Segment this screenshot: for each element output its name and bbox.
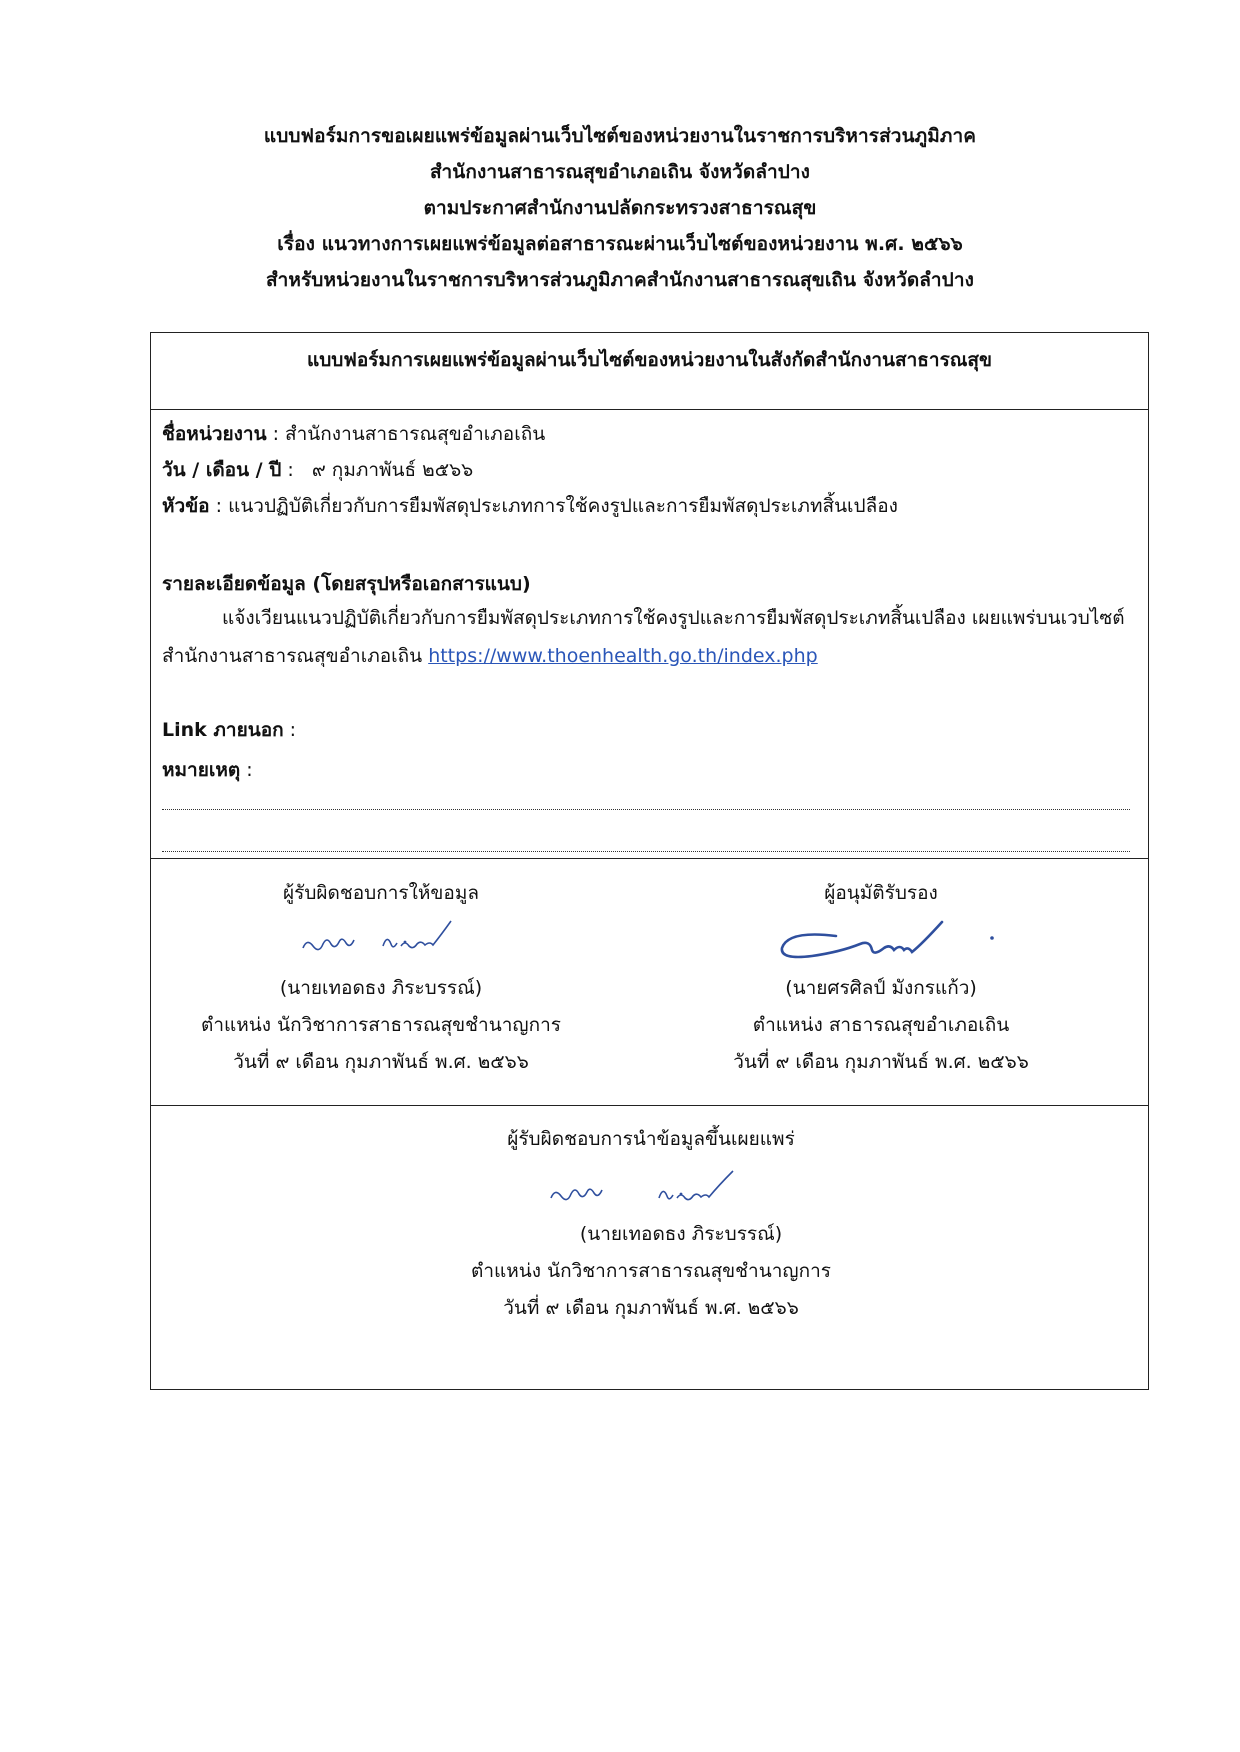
external-link-label: Link ภายนอก — [162, 719, 284, 741]
divider — [151, 409, 1148, 410]
publisher-role: ผู้รับผิดชอบการนำข้อมูลขึ้นเผยแพร่ — [507, 1128, 795, 1150]
header-line-5: สำหรับหน่วยงานในราชการบริหารส่วนภูมิภาคสำนักงานสาธารณสุขเถิน จังหวัดลำปาง — [266, 269, 974, 291]
provider-position: ตำแหน่ง นักวิชาการสาธารณสุขชำนาญการ — [201, 1014, 561, 1036]
provider-role: ผู้รับผิดชอบการให้ขอมูล — [283, 882, 479, 904]
form-title: แบบฟอร์มการเผยแพร่ข้อมูลผ่านเว็บไซต์ของหน่วยงานในสังกัดสำนักงานสาธารณสุข — [307, 349, 992, 371]
publisher-position: ตำแหน่ง นักวิชาการสาธารณสุขชำนาญการ — [471, 1260, 831, 1282]
remark-value: : — [240, 759, 253, 781]
header-line-1: แบบฟอร์มการขอเผยแพร่ข้อมูลผ่านเว็บไซต์ของหน่วยงานในราชการบริหารส่วนภูมิภาค — [263, 125, 977, 147]
detail-heading — [162, 569, 531, 599]
remark-dotted-line-2 — [162, 851, 1130, 852]
topic-row — [162, 491, 898, 521]
detail-link[interactable]: https://www.thoenhealth.go.th/index.php — [428, 645, 818, 667]
divider — [151, 858, 1148, 859]
remark-row — [162, 755, 253, 785]
topic-label: หัวข้อ — [162, 495, 210, 517]
date-row — [162, 455, 473, 485]
remark-dotted-line-1 — [162, 809, 1130, 810]
remark-label: หมายเหตุ — [162, 759, 241, 781]
approver-position: ตำแหน่ง สาธารณสุขอำเภอเถิน — [752, 1014, 1010, 1036]
header-line-2: สำนักงานสาธารณสุขอำเภอเถิน จังหวัดลำปาง — [429, 161, 811, 183]
date-label: วัน / เดือน / ปี — [162, 459, 282, 481]
detail-paragraph — [162, 599, 1132, 675]
publisher-signature-block — [401, 1121, 901, 1327]
header-line-3: ตามประกาศสำนักงานปลัดกระทรวงสาธารณสุข — [423, 197, 817, 219]
provider-date: วันที่ ๙ เดือน กุมภาพันธ์ พ.ศ. ๒๕๖๖ — [233, 1051, 529, 1073]
provider-signature-image — [281, 912, 481, 970]
detail-label: รายละเอียดข้อมูล (โดยสรุปหรือเอกสารแนบ) — [162, 573, 531, 595]
approver-date: วันที่ ๙ เดือน กุมภาพันธ์ พ.ศ. ๒๕๖๖ — [733, 1051, 1029, 1073]
approver-signature-image — [756, 912, 1006, 970]
provider-name: (นายเทอดธง ภิระบรรณ์) — [279, 977, 483, 999]
divider — [151, 1105, 1148, 1106]
unit-label: ชื่อหน่วยงาน — [162, 423, 267, 445]
external-link-value: : — [283, 719, 297, 741]
document-header — [0, 118, 1240, 298]
detail-text: แจ้งเวียนแนวปฏิบัติเกี่ยวกับการยืมพัสดุประเภทการใช้คงรูปและการยืมพัสดุประเภทสิ้นเปลือง เผยแพร่บนเวบไซต์สำนักงานสาธารณสุขอำเภอเถิน — [162, 607, 1125, 667]
provider-signature-block — [161, 875, 601, 1081]
unit-row — [162, 419, 545, 449]
publisher-date: วันที่ ๙ เดือน กุมภาพันธ์ พ.ศ. ๒๕๖๖ — [503, 1297, 799, 1319]
topic-value: : แนวปฏิบัติเกี่ยวกับการยืมพัสดุประเภทการใช้คงรูปและการยืมพัสดุประเภทสิ้นเปลือง — [209, 495, 898, 517]
header-line-4: เรื่อง แนวทางการเผยแพร่ข้อมูลต่อสาธารณะผ่านเว็บไซต์ของหน่วยงาน พ.ศ. ๒๕๖๖ — [277, 233, 963, 255]
unit-value: : สำนักงานสาธารณสุขอำเภอเถิน — [266, 423, 546, 445]
external-link-row — [162, 715, 296, 745]
approver-role: ผู้อนุมัติรับรอง — [824, 882, 938, 904]
form-box — [150, 332, 1149, 1390]
publisher-signature-image — [521, 1158, 781, 1216]
approver-name: (นายศรศิลป์ มังกรแก้ว) — [785, 977, 977, 999]
approver-signature-block — [661, 875, 1101, 1081]
publisher-name: (นายเทอดธง ภิระบรรณ์) — [579, 1223, 783, 1245]
date-value: : ๙ กุมภาพันธ์ ๒๕๖๖ — [281, 459, 474, 481]
